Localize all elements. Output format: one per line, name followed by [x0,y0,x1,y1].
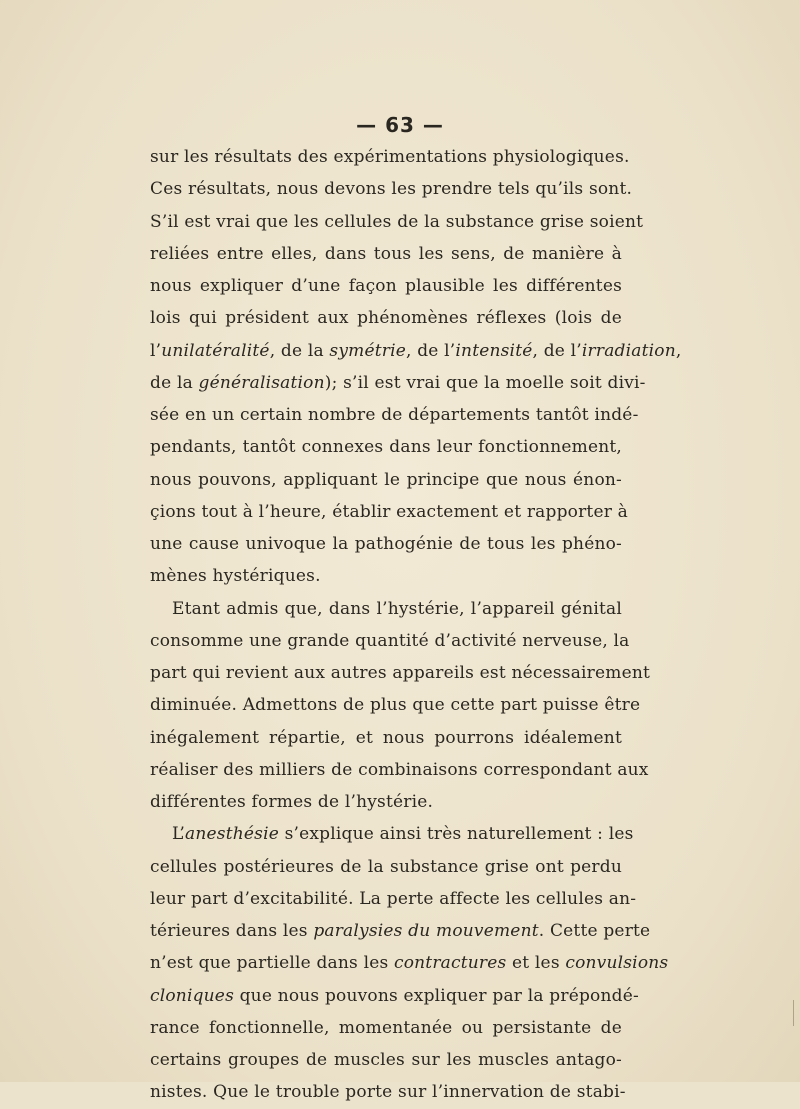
text-line [150,367,646,399]
text-segment: cellules postérieures de la substance grise ont perdu [150,856,622,877]
page-number: — 63 — [356,113,444,137]
text-segment: reliées entre elles, dans tous les sens, de manière à [150,243,622,264]
text-segment: de la [150,372,199,393]
italic-term: intensité [455,340,533,361]
text-segment: , de l’ [406,340,456,361]
text-segment: certains groupes de muscles sur les muscles antago- [150,1050,622,1070]
text-segment: part qui revient aux autres appareils est nécessairement [150,663,651,683]
text-segment: Etant admis que, dans l’hystérie, l’appareil génital [172,598,622,619]
text-line [150,851,622,883]
text-segment: Ces résultats, nous devons les prendre tels qu’ils sont. [150,179,633,200]
text-line [150,722,622,754]
text-line [150,496,628,528]
text-line [150,657,651,689]
text-line [150,270,622,302]
text-segment: nous expliquer d’une façon plausible les différentes [150,276,622,296]
text-segment: s’explique ainsi très naturellement : les [278,824,634,845]
text-segment: mènes hystériques. [150,566,321,587]
text-segment: . Cette perte [538,921,651,941]
edge-mark [793,1000,794,1026]
text-line [150,980,639,1012]
text-line [150,141,630,173]
text-line [150,302,622,334]
italic-term: contractures [394,953,507,974]
text-line [150,593,622,625]
italic-term: unilatéralité [161,340,270,361]
italic-term: symétrie [329,340,406,361]
text-line [150,1012,622,1044]
text-segment: et les [506,953,566,974]
text-line [150,335,682,367]
text-segment: ); s’il est vrai que la moelle soit divi- [324,372,646,393]
text-line [150,528,622,560]
text-line [150,883,637,915]
text-line [150,399,639,431]
text-line [150,173,633,205]
text-line [150,431,622,463]
text-segment: sée en un certain nombre de départements tantôt indé- [150,405,639,425]
text-line [150,786,622,818]
text-line [150,754,649,786]
text-segment: , de la [269,340,330,361]
text-line [150,625,630,657]
text-segment: , de l’ [532,340,582,361]
text-segment: çions tout à l’heure, établir exactement et rapporter à [150,501,628,522]
text-line [150,947,669,979]
text-segment: l’ [150,340,162,361]
text-segment: S’il est vrai que les cellules de la substance grise soient [150,211,644,232]
text-segment: que nous pouvons expliquer par la prépondé- [234,985,639,1006]
text-segment: sur les résultats des expérimentations physiologiques. [150,147,630,167]
text-segment: consomme une grande quantité d’activité nerveuse, la [150,630,630,651]
body-text [150,141,682,1109]
text-segment: leur part d’excitabilité. La perte affecte les cellules an- [150,888,637,909]
text-line [150,915,651,947]
text-line [150,238,622,270]
italic-term: anesthésie [185,824,279,845]
text-segment: lois qui président aux phénomènes réflexes (lois de [150,308,622,329]
text-line [150,1044,622,1076]
text-segment: , [675,340,682,361]
text-segment: réaliser des milliers de combinaisons correspondant aux [150,759,649,780]
text-segment: térieures dans les [150,921,314,941]
text-segment: différentes formes de l’hystérie. [150,792,434,812]
italic-term: irradiation [581,340,676,361]
text-line [150,689,641,721]
text-line [150,560,622,592]
text-segment: n’est que partielle dans les [150,953,394,974]
text-segment: inégalement répartie, et nous pourrons idéalement [150,727,622,748]
text-segment: diminuée. Admettons de plus que cette part puisse être [150,695,641,716]
text-segment: nistes. Que le trouble porte sur l’innervation de stabi- [150,1082,626,1103]
text-line [150,464,622,496]
text-segment: L’ [172,824,186,845]
italic-term: généralisation [198,372,325,393]
text-segment: une cause univoque la pathogénie de tous les phéno- [150,534,622,554]
text-line [150,206,644,238]
italic-term: cloniques [150,985,234,1006]
italic-term: convulsions [565,953,669,974]
text-segment: pendants, tantôt connexes dans leur fonctionnement, [150,437,622,458]
italic-term: paralysies du mouvement [313,921,539,941]
text-line [150,818,634,850]
text-line [150,1076,626,1108]
text-segment: nous pouvons, appliquant le principe que nous énon- [150,469,622,490]
text-segment: rance fonctionnelle, momentanée ou persistante de [150,1017,622,1038]
